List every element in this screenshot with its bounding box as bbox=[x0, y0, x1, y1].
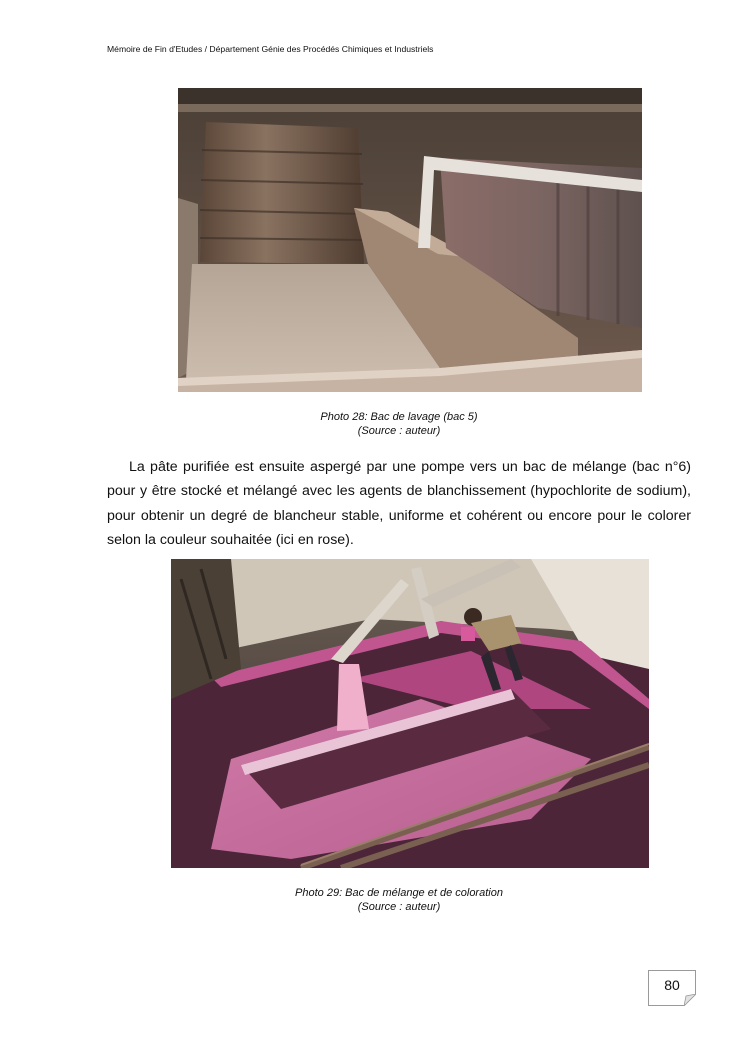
photo-washing-tank bbox=[178, 88, 642, 392]
caption-source: (Source : auteur) bbox=[357, 901, 441, 913]
running-header: Mémoire de Fin d'Etudes / Département Génie des Procédés Chimiques et Industriels bbox=[107, 44, 434, 54]
caption-title: Photo 28: Bac de lavage (bac 5) bbox=[320, 411, 478, 423]
figure-caption-2 bbox=[107, 886, 691, 914]
caption-source: (Source : auteur) bbox=[357, 425, 441, 437]
body-paragraph: La pâte purifiée est ensuite aspergé par une pompe vers un bac de mélange (bac n°6) pour y être stocké et mélangé avec les agents de blanchissement (hypochlorite de sodium), pour obtenir un degré de blancheur stable, uniforme et cohérent ou encore pour le colorer selon la couleur souhaitée (ici en rose). bbox=[107, 459, 691, 549]
figure-caption-1 bbox=[107, 410, 691, 438]
photo-mixing-coloring-tank bbox=[171, 559, 649, 868]
page-number: 80 bbox=[664, 977, 680, 993]
caption-title: Photo 29: Bac de mélange et de coloration bbox=[295, 887, 503, 899]
page-curl-icon bbox=[684, 994, 696, 1006]
page-number-box bbox=[648, 970, 696, 1006]
